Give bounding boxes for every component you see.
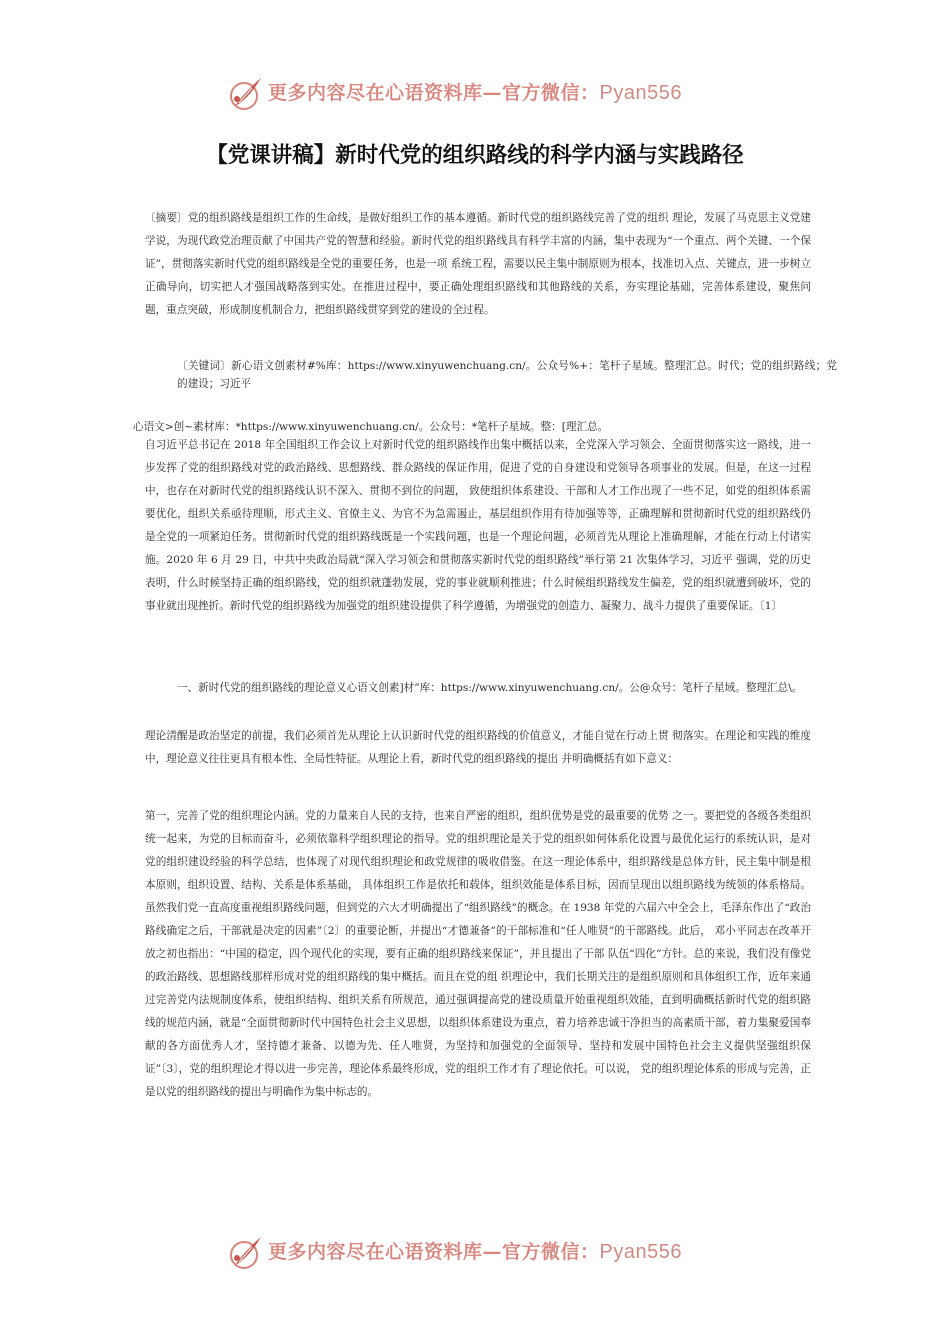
banner-promo-text: 更多内容尽在心语资料库—官方微信： <box>268 82 600 104</box>
banner-text <box>268 1237 682 1264</box>
section1-paragraph: 理论清醒是政治坚定的前提，我们必须首先从理论上认识新时代党的组织路线的价值意义，才能自觉在行动上贯 彻落实。在理论和实践的维度中，理论意义往往更具有根本性、全局性特征。从理论上看，新时代党的组织路线的提出 并明确概括有如下意义： <box>145 730 811 765</box>
feather-quill-icon <box>227 1235 265 1271</box>
abstract-paragraph: 〔摘要〕党的组织路线是组织工作的生命线，是做好组织工作的基本遵循。新时代党的组织路线完善了党的组织 理论，发展了马克思主义党建学说，为现代政党治理贡献了中国共产党的智慧和经验。新时代党的组织路线具有科学丰富的内涵，集中表现为“一个重点、两个关键、一个保证”，贯彻落实新时代党的组织路线是全党的重要任务，也是一项 系统工程，需要以民主集中制原则为根本，找准切入点、关键点，进一步树立正确导向，切实把人才强国战略落到实处。在推进过程中，要正确处理组织路线和其他路线的关系，夯实理论基础，完善体系建设，聚焦问题，重点突破，形成制度机制合力，把组织路线贯穿到党的建设的全过程。 <box>145 212 811 316</box>
first-point-paragraph: 第一，完善了党的组织理论内涵。党的力量来自人民的支持，也来自严密的组织，组织优势是党的最重要的优势 之一。要把党的各级各类组织统一起来，为党的目标而奋斗，必须依靠科学组织理论的指导。党的组织理论是关于党的组织如何体系化设置与最优化运行的系统认识，是对党的组织建设经验的科学总结，也体现了对现代组织理论和政党规律的吸收借鉴。在这一理论体系中，组织路线是总体方针，民主集中制是根本原则，组织设置、结构、关系是体系基础， 具体组织工作是依托和载体，组织效能是体系目标，因而呈现出以组织路线为统领的体系格局。虽然我们党一直高度重视组织路线问题，但到党的六大才明确提出了“组织路线”的概念。在 1938 年党的六届六中全会上，毛泽东作出了“政治路线确定之后，干部就是决定的因素”〔2〕的重要论断，并提出“才德兼备”的干部标准和“任人唯贤”的干部路线。此后， 邓小平同志在改革开放之初也指出：“中国的稳定，四个现代化的实现，要有正确的组织路线来保证”，并且提出了干部 队伍“四化”方针。总的来说，我们没有像党的政治路线、思想路线那样形成对党的组织路线的集中概括。而且在党的组 织理论中，我们长期关注的是组织原则和具体组织工作，近年来通过完善党内法规制度体系，使组织结构、组织关系有所规范，通过强调提高党的建设质量开始重视组织效能，直到明确概括新时代党的组织路线的规范内涵，就是“全面贯彻新时代中国特色社会主义思想，以组织体系建设为重点，着力培养忠诚干净担当的高素质干部，着力集聚爱国奉献的各方面优秀人才，坚持德才兼备、以德为先、任人唯贤，为坚持和加强党的全面领导、坚持和发展中国特色社会主义提供坚强组织保证”〔3〕，党的组织理论才得以进一步完善，理论体系最终形成，党的组织工作才有了理论依托。可以说， 党的组织理论体系的形成与完善，正是以党的组织路线的提出与明确作为集中标志的。 <box>145 810 811 1098</box>
source-line: 心语文>创~素材库：*https://www.xinyuwenchuang.cn/。公众号：*笔杆子星域。整：[理汇总。 <box>133 421 609 433</box>
section1-heading: 一、新时代党的组织路线的理论意义心语文创素]材”库：https://www.xinyuwenchuang.cn/。公@众号：笔杆子星域。整理汇总\。 <box>177 682 803 694</box>
footer-banner <box>0 1233 950 1273</box>
banner-text <box>268 78 682 105</box>
feather-quill-icon <box>227 76 265 112</box>
banner-wechat-id: Pyan556 <box>599 82 682 104</box>
header-banner <box>0 74 950 114</box>
banner-promo-text: 更多内容尽在心语资料库—官方微信： <box>268 1241 600 1263</box>
intro-paragraph: 自习近平总书记在 2018 年全国组织工作会议上对新时代党的组织路线作出集中概括以来，全党深入学习领会、全面贯彻落实这一路线，进一步发挥了党的组织路线对党的政治路线、思想路线、群众路线的保证作用，促进了党的自身建设和党领导各项事业的发展。但是，在这一过程中，也存在对新时代党的组织路线认识不深入、贯彻不到位的问题， 致使组织体系建设、干部和人才工作出现了一些不足，如党的组织体系需要优化，组织关系亟待理顺，形式主义、官僚主义、为官不为急需遏止，基层组织作用有待加强等等，正确理解和贯彻新时代党的组织路线仍是全党的一项紧迫任务。贯彻新时代党的组织路线既是一个实践问题，也是一个理论问题，必须首先从理论上准确理解，才能在行动上付诸实施。2020 年 6 月 29 日，中共中央政治局就“深入学习领会和贯彻落实新时代党的组织路线”举行第 21 次集体学习，习近平 强调，党的历史表明，什么时候坚持正确的组织路线，党的组织就蓬勃发展，党的事业就顺利推进；什么时候组织路线发生偏差，党的组织就遭到破坏，党的事业就出现挫折。新时代党的组织路线为加强党的组织建设提供了科学遵循，为增强党的创造力、凝聚力、战斗力提供了重要保证。〔1〕 <box>145 439 811 612</box>
banner-wechat-id: Pyan556 <box>599 1241 682 1263</box>
keywords-paragraph: 〔关键词〕新心语文创素材#%库：https://www.xinyuwenchuang.cn/。公众号%+：笔杆子星域。整理汇总。时代；党的组织路线；党的建设；习近平 <box>177 360 837 390</box>
document-title: 【党课讲稿】新时代党的组织路线的科学内涵与实践路径 <box>206 143 744 168</box>
